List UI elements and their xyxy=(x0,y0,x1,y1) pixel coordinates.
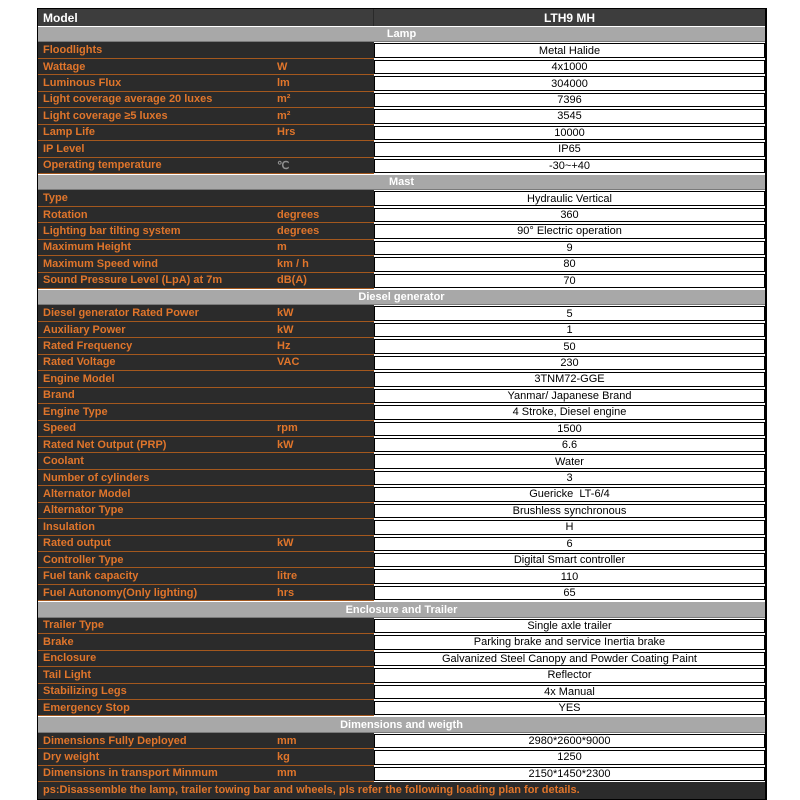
model-header-row xyxy=(38,9,765,26)
table-row xyxy=(38,552,765,568)
spec-value: Hydraulic Vertical xyxy=(374,191,765,205)
spec-label-cell xyxy=(38,404,374,420)
spec-label-cell xyxy=(38,634,374,650)
spec-value: H xyxy=(374,520,765,534)
section-header: Lamp xyxy=(38,26,765,42)
spec-label-cell xyxy=(38,470,374,486)
spec-label: Rated Voltage xyxy=(43,356,116,369)
spec-label: Rated output xyxy=(43,537,111,550)
spec-unit: W xyxy=(277,60,288,73)
spec-label: Coolant xyxy=(43,455,84,468)
table-row xyxy=(38,223,765,239)
spec-label-cell xyxy=(38,371,374,387)
spec-unit: kW xyxy=(277,438,294,451)
spec-unit: Hrs xyxy=(277,126,296,139)
spec-label-cell xyxy=(38,700,374,716)
spec-label-cell xyxy=(38,190,374,206)
spec-label-cell xyxy=(38,322,374,338)
spec-label: Fuel Autonomy(Only lighting) xyxy=(43,586,198,599)
table-row xyxy=(38,125,765,141)
spec-label: Wattage xyxy=(43,60,86,73)
spec-label-cell xyxy=(38,651,374,667)
table-row xyxy=(38,190,765,206)
spec-value: 90° Electric operation xyxy=(374,224,765,238)
spec-label: Rated Net Output (PRP) xyxy=(43,438,167,451)
spec-label-cell xyxy=(38,437,374,453)
spec-unit: km / h xyxy=(277,257,309,270)
table-row xyxy=(38,305,765,321)
spec-label: Rotation xyxy=(43,208,88,221)
spec-table xyxy=(37,8,767,800)
spec-value: Yanmar/ Japanese Brand xyxy=(374,389,765,403)
spec-value: 1250 xyxy=(374,750,765,764)
spec-value: Digital Smart controller xyxy=(374,553,765,567)
table-row xyxy=(38,437,765,453)
spec-value: 70 xyxy=(374,274,765,288)
spec-unit: rpm xyxy=(277,422,298,435)
spec-unit: litre xyxy=(277,570,298,583)
table-row xyxy=(38,470,765,486)
spec-value: 230 xyxy=(374,356,765,370)
table-row xyxy=(38,503,765,519)
spec-value: 80 xyxy=(374,257,765,271)
table-row xyxy=(38,733,765,749)
spec-label: Dry weight xyxy=(43,750,100,763)
table-row xyxy=(38,273,765,289)
footer-note: ps:Disassemble the lamp, trailer towing bar and wheels, pls refer the following loading plan for details. xyxy=(38,782,765,798)
spec-label-cell xyxy=(38,42,374,58)
table-row xyxy=(38,486,765,502)
table-row xyxy=(38,684,765,700)
spec-label-cell xyxy=(38,519,374,535)
spec-value: YES xyxy=(374,701,765,715)
spec-label: Fuel tank capacity xyxy=(43,570,139,583)
model-header-value: LTH9 MH xyxy=(543,10,596,25)
spec-unit: lm xyxy=(277,77,290,90)
spec-label-cell xyxy=(38,92,374,108)
table-row xyxy=(38,322,765,338)
table-row xyxy=(38,141,765,157)
spec-label: Lighting bar tilting system xyxy=(43,224,181,237)
table-row xyxy=(38,651,765,667)
spec-value: Galvanized Steel Canopy and Powder Coating Paint xyxy=(374,652,765,666)
spec-label-cell xyxy=(38,552,374,568)
spec-value: Parking brake and service Inertia brake xyxy=(374,635,765,649)
spec-value: 5 xyxy=(374,306,765,320)
spec-label: Auxiliary Power xyxy=(43,323,126,336)
table-row xyxy=(38,338,765,354)
spec-value: 6.6 xyxy=(374,438,765,452)
spec-label: Luminous Flux xyxy=(43,77,122,90)
spec-label: Rated Frequency xyxy=(43,340,133,353)
spec-label-cell xyxy=(38,338,374,354)
spec-unit: VAC xyxy=(277,356,300,369)
spec-label-cell xyxy=(38,158,374,174)
table-row xyxy=(38,59,765,75)
table-row xyxy=(38,618,765,634)
table-row xyxy=(38,519,765,535)
table-row xyxy=(38,207,765,223)
table-row xyxy=(38,108,765,124)
spec-unit: m xyxy=(277,241,287,254)
spec-label-cell xyxy=(38,766,374,782)
spec-value: Metal Halide xyxy=(374,43,765,57)
table-row xyxy=(38,421,765,437)
table-row xyxy=(38,92,765,108)
spec-label: Light coverage ≥5 luxes xyxy=(43,109,168,122)
spec-label: Emergency Stop xyxy=(43,701,130,714)
spec-unit: m² xyxy=(277,93,291,106)
spec-value: 6 xyxy=(374,537,765,551)
table-row xyxy=(38,371,765,387)
table-row xyxy=(38,42,765,58)
table-row xyxy=(38,355,765,371)
spec-unit: ℃ xyxy=(277,159,290,172)
spec-label: Sound Pressure Level (LpA) at 7m xyxy=(43,274,223,287)
spec-label-cell xyxy=(38,667,374,683)
spec-unit: kW xyxy=(277,323,294,336)
spec-value: 110 xyxy=(374,569,765,583)
spec-label-cell xyxy=(38,273,374,289)
spec-value: 10000 xyxy=(374,126,765,140)
section-header: Mast xyxy=(38,174,765,190)
spec-value: Water xyxy=(374,454,765,468)
spec-label: Maximum Height xyxy=(43,241,132,254)
spec-label-cell xyxy=(38,355,374,371)
spec-label: Insulation xyxy=(43,520,95,533)
spec-value: 2150*1450*2300 xyxy=(374,767,765,781)
spec-label: Maximum Speed wind xyxy=(43,257,158,270)
spec-value: 50 xyxy=(374,339,765,353)
spec-value: -30~+40 xyxy=(374,159,765,173)
spec-value: 4 Stroke, Diesel engine xyxy=(374,405,765,419)
table-row xyxy=(38,388,765,404)
spec-label-cell xyxy=(38,749,374,765)
spec-value: 7396 xyxy=(374,93,765,107)
spec-label: Floodlights xyxy=(43,44,103,57)
spec-label-cell xyxy=(38,618,374,634)
section-header: Dimensions and weigth xyxy=(38,716,765,732)
spec-value: IP65 xyxy=(374,142,765,156)
spec-value: Reflector xyxy=(374,668,765,682)
spec-label-cell xyxy=(38,453,374,469)
spec-label: Engine Type xyxy=(43,405,108,418)
spec-label: Operating temperature xyxy=(43,159,162,172)
spec-value: 360 xyxy=(374,208,765,222)
spec-label: Dimensions Fully Deployed xyxy=(43,734,187,747)
spec-value: 4x Manual xyxy=(374,685,765,699)
spec-label: Stabilizing Legs xyxy=(43,685,127,698)
spec-value: Single axle trailer xyxy=(374,619,765,633)
spec-unit: kW xyxy=(277,537,294,550)
spec-label-cell xyxy=(38,388,374,404)
table-row xyxy=(38,240,765,256)
spec-value: Brushless synchronous xyxy=(374,504,765,518)
spec-label-cell xyxy=(38,486,374,502)
spec-label: Brand xyxy=(43,389,75,402)
spec-value: 4x1000 xyxy=(374,60,765,74)
spec-label-cell xyxy=(38,59,374,75)
table-row xyxy=(38,404,765,420)
spec-label-cell xyxy=(38,108,374,124)
spec-label: Lamp Life xyxy=(43,126,95,139)
spec-label: Speed xyxy=(43,422,77,435)
spec-label-cell xyxy=(38,585,374,601)
spec-label: Alternator Type xyxy=(43,504,124,517)
spec-unit: dB(A) xyxy=(277,274,307,287)
spec-value: 1 xyxy=(374,323,765,337)
spec-value: 3545 xyxy=(374,109,765,123)
spec-label: Light coverage average 20 luxes xyxy=(43,93,213,106)
spec-label-cell xyxy=(38,223,374,239)
table-row xyxy=(38,749,765,765)
table-row xyxy=(38,667,765,683)
spec-unit: kg xyxy=(277,750,290,763)
table-row xyxy=(38,256,765,272)
spec-label: Alternator Model xyxy=(43,487,131,500)
spec-label: Diesel generator Rated Power xyxy=(43,307,199,320)
spec-label-cell xyxy=(38,536,374,552)
model-header-label: Model xyxy=(38,9,374,26)
spec-label: Brake xyxy=(43,635,74,648)
spec-value: 304000 xyxy=(374,76,765,90)
table-row xyxy=(38,453,765,469)
spec-value: 3 xyxy=(374,471,765,485)
spec-label-cell xyxy=(38,305,374,321)
spec-label-cell xyxy=(38,684,374,700)
spec-rows-container xyxy=(38,26,765,782)
table-row xyxy=(38,585,765,601)
spec-label: Type xyxy=(43,192,68,205)
spec-unit: hrs xyxy=(277,586,295,599)
section-header: Enclosure and Trailer xyxy=(38,601,765,617)
spec-label: Engine Model xyxy=(43,372,115,385)
spec-value: 2980*2600*9000 xyxy=(374,734,765,748)
spec-unit: mm xyxy=(277,734,297,747)
spec-label-cell xyxy=(38,256,374,272)
spec-unit: kW xyxy=(277,307,294,320)
spec-label: IP Level xyxy=(43,142,85,155)
spec-label: Dimensions in transport Minmum xyxy=(43,767,218,780)
table-row xyxy=(38,568,765,584)
table-row xyxy=(38,766,765,782)
spec-label-cell xyxy=(38,568,374,584)
spec-unit: degrees xyxy=(277,224,320,237)
spec-label: Number of cylinders xyxy=(43,471,150,484)
spec-unit: Hz xyxy=(277,340,291,353)
spec-label-cell xyxy=(38,421,374,437)
spec-value: 65 xyxy=(374,586,765,600)
spec-label: Controller Type xyxy=(43,553,124,566)
table-row xyxy=(38,700,765,716)
spec-label-cell xyxy=(38,207,374,223)
spec-value: 9 xyxy=(374,241,765,255)
spec-value: 1500 xyxy=(374,422,765,436)
table-row xyxy=(38,536,765,552)
table-row xyxy=(38,158,765,174)
spec-value: Guericke LT-6/4 xyxy=(374,487,765,501)
spec-label: Tail Light xyxy=(43,668,92,681)
spec-label-cell xyxy=(38,503,374,519)
table-row xyxy=(38,75,765,91)
spec-unit: m² xyxy=(277,109,291,122)
spec-label-cell xyxy=(38,75,374,91)
spec-unit: degrees xyxy=(277,208,320,221)
spec-label-cell xyxy=(38,141,374,157)
section-header: Diesel generator xyxy=(38,289,765,305)
spec-label: Trailer Type xyxy=(43,619,104,632)
spec-value: 3TNM72-GGE xyxy=(374,372,765,386)
spec-label-cell xyxy=(38,733,374,749)
spec-label-cell xyxy=(38,240,374,256)
spec-unit: mm xyxy=(277,767,297,780)
spec-label: Enclosure xyxy=(43,652,97,665)
spec-label-cell xyxy=(38,125,374,141)
table-row xyxy=(38,634,765,650)
